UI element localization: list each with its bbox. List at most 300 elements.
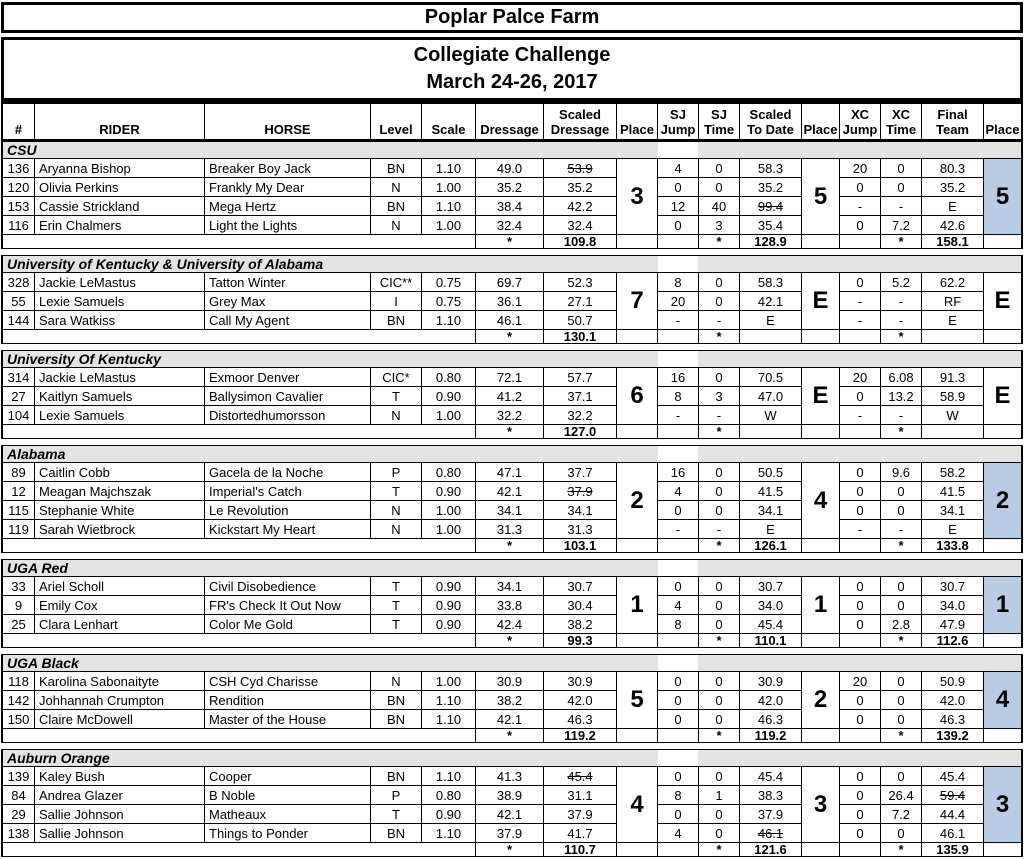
total-place-empty bbox=[984, 843, 1021, 856]
total-place-empty bbox=[802, 235, 839, 248]
cell-dressage: 42.1 bbox=[476, 710, 543, 728]
team-dressage-place: 5 bbox=[617, 672, 657, 728]
column-header-scaled-to-date bbox=[740, 104, 801, 139]
team-final-place: 1 bbox=[984, 577, 1021, 633]
total-scaled-to-date: 119.2 bbox=[740, 729, 801, 742]
cell-horse: Tatton Winter bbox=[205, 273, 370, 291]
cell-sj-jump: - bbox=[658, 311, 698, 329]
column-header-sj-time bbox=[699, 104, 739, 139]
cell-scale: 1.10 bbox=[422, 159, 475, 177]
cell-scaled-dressage: 37.1 bbox=[544, 387, 616, 405]
band-white-gap bbox=[658, 256, 698, 272]
cell-sj-time: 0 bbox=[699, 368, 739, 386]
band-white-gap bbox=[658, 142, 698, 158]
cell-final-team: E bbox=[922, 197, 983, 215]
column-header-text: To Date bbox=[747, 122, 794, 137]
cell-sj-time: 0 bbox=[699, 672, 739, 690]
cell-xc-time: 5.2 bbox=[881, 273, 921, 291]
total-star-xc: * bbox=[881, 729, 921, 742]
cell-rider: Meagan Majchszak bbox=[35, 482, 204, 500]
team-sj-place: 5 bbox=[802, 159, 839, 234]
column-header-text: Scaled bbox=[559, 107, 601, 122]
cell-scaled-to-date: 35.4 bbox=[740, 216, 801, 234]
total-xc-jump-empty bbox=[840, 729, 880, 742]
cell-level: T bbox=[371, 805, 421, 823]
cell-horse: Ballysimon Cavalier bbox=[205, 387, 370, 405]
cell-horse: Rendition bbox=[205, 691, 370, 709]
cell-rider: Kaley Bush bbox=[35, 767, 204, 785]
cell-scaled-to-date: 30.7 bbox=[740, 577, 801, 595]
column-header-text: Jump bbox=[842, 122, 878, 137]
cell-level: BN bbox=[371, 710, 421, 728]
cell-rider: Caitlin Cobb bbox=[35, 463, 204, 481]
cell-level: P bbox=[371, 463, 421, 481]
total-final-team: 135.9 bbox=[922, 843, 983, 856]
total-final-team bbox=[922, 425, 983, 438]
cell-scaled-dressage: 50.7 bbox=[544, 311, 616, 329]
cell-scaled-dressage: 53.9 bbox=[544, 159, 616, 177]
team-section bbox=[1, 141, 1023, 249]
team-dressage-place: 7 bbox=[617, 273, 657, 329]
cell-sj-time: 0 bbox=[699, 710, 739, 728]
cell-scaled-to-date: E bbox=[740, 311, 801, 329]
team-section bbox=[1, 654, 1023, 743]
cell-sj-time: 0 bbox=[699, 615, 739, 633]
cell-scale: 1.00 bbox=[422, 501, 475, 519]
total-sj-jump-empty bbox=[658, 425, 698, 438]
cell-xc-time: 7.2 bbox=[881, 216, 921, 234]
cell-level: BN bbox=[371, 824, 421, 842]
cell-scaled-to-date: 35.2 bbox=[740, 178, 801, 196]
cell-scaled-dressage: 35.2 bbox=[544, 178, 616, 196]
team-sj-place: 1 bbox=[802, 577, 839, 633]
cell-scaled-to-date: 50.5 bbox=[740, 463, 801, 481]
cell-level: T bbox=[371, 615, 421, 633]
total-star-dressage: * bbox=[476, 729, 543, 742]
total-place-empty bbox=[617, 330, 657, 343]
cell-final-team: 45.4 bbox=[922, 767, 983, 785]
total-row-empty bbox=[3, 634, 475, 647]
team-dressage-place: 6 bbox=[617, 368, 657, 424]
cell-xc-jump: - bbox=[840, 292, 880, 310]
cell-scaled-dressage: 27.1 bbox=[544, 292, 616, 310]
total-star-sj: * bbox=[699, 425, 739, 438]
cell-num: 118 bbox=[3, 672, 34, 690]
results-table bbox=[1, 141, 1023, 857]
total-place-empty bbox=[802, 539, 839, 552]
total-xc-jump-empty bbox=[840, 539, 880, 552]
cell-horse: Color Me Gold bbox=[205, 615, 370, 633]
cell-dressage: 72.1 bbox=[476, 368, 543, 386]
cell-level: T bbox=[371, 577, 421, 595]
farm-title bbox=[1, 2, 1023, 33]
cell-scaled-to-date: 45.4 bbox=[740, 767, 801, 785]
team-sj-place: 4 bbox=[802, 463, 839, 538]
cell-horse: B Noble bbox=[205, 786, 370, 804]
cell-level: BN bbox=[371, 311, 421, 329]
cell-scaled-dressage: 37.7 bbox=[544, 463, 616, 481]
event-name: Collegiate Challenge bbox=[413, 44, 611, 66]
total-final-team: 158.1 bbox=[922, 235, 983, 248]
cell-num: 136 bbox=[3, 159, 34, 177]
cell-xc-jump: 0 bbox=[840, 387, 880, 405]
cell-horse: Distortedhumorsson bbox=[205, 406, 370, 424]
total-scaled-dressage: 127.0 bbox=[544, 425, 616, 438]
cell-final-team: 44.4 bbox=[922, 805, 983, 823]
cell-horse: Gacela de la Noche bbox=[205, 463, 370, 481]
cell-dressage: 38.4 bbox=[476, 197, 543, 215]
cell-xc-time: 26.4 bbox=[881, 786, 921, 804]
column-header-text: XC bbox=[891, 107, 911, 122]
cell-scale: 0.90 bbox=[422, 596, 475, 614]
cell-xc-time: 0 bbox=[881, 159, 921, 177]
column-header-text: Jump bbox=[660, 122, 696, 137]
cell-scaled-dressage: 31.3 bbox=[544, 520, 616, 538]
band-white-gap bbox=[658, 750, 698, 766]
cell-scale: 1.10 bbox=[422, 311, 475, 329]
cell-num: 25 bbox=[3, 615, 34, 633]
cell-sj-jump: 0 bbox=[658, 767, 698, 785]
cell-level: N bbox=[371, 672, 421, 690]
cell-sj-time: 0 bbox=[699, 482, 739, 500]
cell-final-team: 62.2 bbox=[922, 273, 983, 291]
cell-rider: Sallie Johnson bbox=[35, 805, 204, 823]
cell-rider: Ariel Scholl bbox=[35, 577, 204, 595]
total-scaled-to-date: 126.1 bbox=[740, 539, 801, 552]
total-place-empty bbox=[984, 330, 1021, 343]
cell-horse: Le Revolution bbox=[205, 501, 370, 519]
cell-scale: 0.90 bbox=[422, 615, 475, 633]
cell-sj-jump: - bbox=[658, 406, 698, 424]
cell-num: 119 bbox=[3, 520, 34, 538]
cell-horse: Civil Disobedience bbox=[205, 577, 370, 595]
cell-scaled-dressage: 46.3 bbox=[544, 710, 616, 728]
cell-rider: Claire McDowell bbox=[35, 710, 204, 728]
cell-dressage: 49.0 bbox=[476, 159, 543, 177]
cell-final-team: W bbox=[922, 406, 983, 424]
cell-level: N bbox=[371, 520, 421, 538]
cell-scale: 0.80 bbox=[422, 463, 475, 481]
total-scaled-dressage: 119.2 bbox=[544, 729, 616, 742]
column-header-text: Dressage bbox=[480, 122, 539, 137]
cell-sj-jump: 0 bbox=[658, 501, 698, 519]
cell-scaled-to-date: 30.9 bbox=[740, 672, 801, 690]
cell-horse: Kickstart My Heart bbox=[205, 520, 370, 538]
cell-sj-time: 0 bbox=[699, 463, 739, 481]
cell-level: N bbox=[371, 406, 421, 424]
cell-sj-jump: 8 bbox=[658, 387, 698, 405]
cell-scaled-to-date: 46.1 bbox=[740, 824, 801, 842]
team-band bbox=[3, 655, 1021, 671]
cell-scaled-dressage: 38.2 bbox=[544, 615, 616, 633]
cell-xc-jump: 0 bbox=[840, 482, 880, 500]
cell-rider: Erin Chalmers bbox=[35, 216, 204, 234]
cell-scaled-to-date: 45.4 bbox=[740, 615, 801, 633]
column-header-level bbox=[371, 104, 421, 139]
cell-level: I bbox=[371, 292, 421, 310]
column-header-text: RIDER bbox=[99, 122, 140, 137]
cell-rider: Aryanna Bishop bbox=[35, 159, 204, 177]
cell-dressage: 34.1 bbox=[476, 577, 543, 595]
cell-sj-time: 3 bbox=[699, 216, 739, 234]
cell-num: 139 bbox=[3, 767, 34, 785]
total-place-empty bbox=[617, 539, 657, 552]
total-star-xc: * bbox=[881, 235, 921, 248]
cell-level: CIC* bbox=[371, 368, 421, 386]
cell-num: 104 bbox=[3, 406, 34, 424]
cell-rider: Stephanie White bbox=[35, 501, 204, 519]
cell-scaled-dressage: 42.2 bbox=[544, 197, 616, 215]
cell-scale: 0.75 bbox=[422, 273, 475, 291]
total-star-xc: * bbox=[881, 634, 921, 647]
cell-sj-jump: 0 bbox=[658, 672, 698, 690]
cell-sj-jump: 12 bbox=[658, 197, 698, 215]
total-place-empty bbox=[984, 539, 1021, 552]
cell-final-team: E bbox=[922, 520, 983, 538]
cell-horse: Mega Hertz bbox=[205, 197, 370, 215]
cell-sj-time: 0 bbox=[699, 577, 739, 595]
team-band bbox=[3, 750, 1021, 766]
cell-final-team: 42.0 bbox=[922, 691, 983, 709]
column-header-horse bbox=[205, 104, 370, 139]
cell-xc-time: 0 bbox=[881, 710, 921, 728]
total-xc-jump-empty bbox=[840, 330, 880, 343]
cell-xc-jump: 0 bbox=[840, 786, 880, 804]
cell-final-team: 46.1 bbox=[922, 824, 983, 842]
cell-sj-time: 0 bbox=[699, 501, 739, 519]
total-xc-jump-empty bbox=[840, 425, 880, 438]
total-xc-jump-empty bbox=[840, 634, 880, 647]
team-final-place: 4 bbox=[984, 672, 1021, 728]
cell-scale: 1.10 bbox=[422, 767, 475, 785]
cell-xc-jump: 20 bbox=[840, 672, 880, 690]
cell-dressage: 42.4 bbox=[476, 615, 543, 633]
column-header-place-sj bbox=[802, 104, 839, 139]
column-header-xc-time bbox=[881, 104, 921, 139]
total-final-team: 133.8 bbox=[922, 539, 983, 552]
total-row-empty bbox=[3, 539, 475, 552]
cell-dressage: 38.2 bbox=[476, 691, 543, 709]
cell-final-team: 30.7 bbox=[922, 577, 983, 595]
cell-rider: Lexie Samuels bbox=[35, 406, 204, 424]
cell-xc-jump: - bbox=[840, 520, 880, 538]
cell-final-team: 46.3 bbox=[922, 710, 983, 728]
cell-num: 27 bbox=[3, 387, 34, 405]
column-header-text: Time bbox=[703, 122, 735, 137]
cell-sj-time: 0 bbox=[699, 824, 739, 842]
total-place-empty bbox=[984, 729, 1021, 742]
cell-scale: 1.00 bbox=[422, 406, 475, 424]
total-sj-jump-empty bbox=[658, 634, 698, 647]
cell-level: T bbox=[371, 482, 421, 500]
cell-num: 138 bbox=[3, 824, 34, 842]
cell-xc-jump: 0 bbox=[840, 805, 880, 823]
cell-scaled-dressage: 31.1 bbox=[544, 786, 616, 804]
cell-dressage: 46.1 bbox=[476, 311, 543, 329]
cell-sj-jump: 20 bbox=[658, 292, 698, 310]
total-scaled-dressage: 110.7 bbox=[544, 843, 616, 856]
total-star-xc: * bbox=[881, 330, 921, 343]
event-title bbox=[1, 37, 1023, 101]
cell-final-team: 41.5 bbox=[922, 482, 983, 500]
team-final-place: 3 bbox=[984, 767, 1021, 842]
cell-scaled-dressage: 32.2 bbox=[544, 406, 616, 424]
cell-final-team: 34.1 bbox=[922, 501, 983, 519]
cell-final-team: 35.2 bbox=[922, 178, 983, 196]
cell-scaled-to-date: 99.4 bbox=[740, 197, 801, 215]
column-header-text: XC bbox=[850, 107, 870, 122]
cell-scale: 1.10 bbox=[422, 710, 475, 728]
team-section bbox=[1, 559, 1023, 648]
total-place-empty bbox=[617, 425, 657, 438]
cell-sj-time: 0 bbox=[699, 596, 739, 614]
total-star-dressage: * bbox=[476, 539, 543, 552]
total-scaled-to-date bbox=[740, 330, 801, 343]
cell-scale: 0.90 bbox=[422, 805, 475, 823]
total-star-sj: * bbox=[699, 843, 739, 856]
cell-rider: Sara Watkiss bbox=[35, 311, 204, 329]
team-name: University of Kentucky & University of Alabama bbox=[7, 256, 324, 272]
cell-horse: Cooper bbox=[205, 767, 370, 785]
cell-xc-jump: 20 bbox=[840, 368, 880, 386]
team-sj-place: 2 bbox=[802, 672, 839, 728]
team-name: Auburn Orange bbox=[7, 750, 110, 766]
cell-xc-jump: 0 bbox=[840, 501, 880, 519]
team-band bbox=[3, 256, 1021, 272]
cell-sj-time: 40 bbox=[699, 197, 739, 215]
cell-scaled-dressage: 57.7 bbox=[544, 368, 616, 386]
cell-horse: Things to Ponder bbox=[205, 824, 370, 842]
team-name: Alabama bbox=[7, 446, 66, 462]
cell-xc-time: 0 bbox=[881, 178, 921, 196]
team-dressage-place: 1 bbox=[617, 577, 657, 633]
cell-xc-time: - bbox=[881, 197, 921, 215]
cell-scaled-to-date: 58.3 bbox=[740, 159, 801, 177]
total-scaled-to-date: 121.6 bbox=[740, 843, 801, 856]
cell-scale: 1.00 bbox=[422, 216, 475, 234]
cell-sj-jump: 0 bbox=[658, 216, 698, 234]
cell-sj-time: 0 bbox=[699, 805, 739, 823]
cell-dressage: 35.2 bbox=[476, 178, 543, 196]
cell-dressage: 41.3 bbox=[476, 767, 543, 785]
total-place-empty bbox=[984, 634, 1021, 647]
cell-rider: Clara Lenhart bbox=[35, 615, 204, 633]
team-final-place: E bbox=[984, 368, 1021, 424]
cell-dressage: 42.1 bbox=[476, 482, 543, 500]
column-header-text: Final bbox=[937, 107, 968, 122]
cell-rider: Sarah Wietbrock bbox=[35, 520, 204, 538]
cell-num: 55 bbox=[3, 292, 34, 310]
cell-sj-jump: 4 bbox=[658, 824, 698, 842]
column-header-text: # bbox=[14, 122, 23, 137]
cell-scaled-to-date: 47.0 bbox=[740, 387, 801, 405]
cell-xc-jump: 0 bbox=[840, 691, 880, 709]
cell-scaled-dressage: 45.4 bbox=[544, 767, 616, 785]
cell-xc-jump: 0 bbox=[840, 463, 880, 481]
cell-scaled-to-date: 41.5 bbox=[740, 482, 801, 500]
cell-num: 328 bbox=[3, 273, 34, 291]
cell-horse: Matheaux bbox=[205, 805, 370, 823]
total-star-sj: * bbox=[699, 634, 739, 647]
cell-num: 89 bbox=[3, 463, 34, 481]
total-star-sj: * bbox=[699, 235, 739, 248]
team-dressage-place: 3 bbox=[617, 159, 657, 234]
total-star-dressage: * bbox=[476, 425, 543, 438]
cell-sj-time: 0 bbox=[699, 273, 739, 291]
cell-rider: Jackie LeMastus bbox=[35, 273, 204, 291]
cell-horse: Grey Max bbox=[205, 292, 370, 310]
cell-scaled-to-date: 42.0 bbox=[740, 691, 801, 709]
total-place-empty bbox=[617, 235, 657, 248]
team-sj-place: E bbox=[802, 368, 839, 424]
cell-sj-time: 1 bbox=[699, 786, 739, 804]
cell-num: 150 bbox=[3, 710, 34, 728]
cell-horse: Call My Agent bbox=[205, 311, 370, 329]
cell-scale: 0.90 bbox=[422, 577, 475, 595]
column-header-text: Place bbox=[803, 122, 838, 137]
team-section bbox=[1, 255, 1023, 344]
team-dressage-place: 4 bbox=[617, 767, 657, 842]
cell-xc-jump: 0 bbox=[840, 216, 880, 234]
cell-scaled-dressage: 30.7 bbox=[544, 577, 616, 595]
team-name: University Of Kentucky bbox=[7, 351, 162, 367]
cell-xc-time: 0 bbox=[881, 596, 921, 614]
band-white-gap bbox=[658, 655, 698, 671]
cell-final-team: 34.0 bbox=[922, 596, 983, 614]
cell-xc-time: 9.6 bbox=[881, 463, 921, 481]
cell-level: BN bbox=[371, 159, 421, 177]
cell-final-team: 47.9 bbox=[922, 615, 983, 633]
total-scaled-dressage: 103.1 bbox=[544, 539, 616, 552]
band-white-gap bbox=[658, 446, 698, 462]
cell-sj-time: 0 bbox=[699, 691, 739, 709]
cell-rider: Johhannah Crumpton bbox=[35, 691, 204, 709]
cell-scaled-dressage: 41.7 bbox=[544, 824, 616, 842]
cell-sj-jump: 8 bbox=[658, 273, 698, 291]
cell-final-team: 58.2 bbox=[922, 463, 983, 481]
total-xc-jump-empty bbox=[840, 843, 880, 856]
cell-final-team: 58.9 bbox=[922, 387, 983, 405]
cell-xc-jump: 20 bbox=[840, 159, 880, 177]
cell-scaled-dressage: 52.3 bbox=[544, 273, 616, 291]
cell-num: 84 bbox=[3, 786, 34, 804]
total-place-empty bbox=[802, 843, 839, 856]
cell-final-team: E bbox=[922, 311, 983, 329]
results-sheet bbox=[1, 2, 1023, 857]
team-section bbox=[1, 749, 1023, 857]
cell-scaled-to-date: E bbox=[740, 520, 801, 538]
cell-rider: Olivia Perkins bbox=[35, 178, 204, 196]
cell-num: 115 bbox=[3, 501, 34, 519]
cell-horse: Frankly My Dear bbox=[205, 178, 370, 196]
total-star-dressage: * bbox=[476, 843, 543, 856]
total-star-sj: * bbox=[699, 539, 739, 552]
cell-num: 314 bbox=[3, 368, 34, 386]
team-final-place: 5 bbox=[984, 159, 1021, 234]
cell-level: N bbox=[371, 216, 421, 234]
total-star-sj: * bbox=[699, 729, 739, 742]
cell-final-team: 59.4 bbox=[922, 786, 983, 804]
cell-dressage: 33.8 bbox=[476, 596, 543, 614]
cell-scaled-dressage: 37.9 bbox=[544, 482, 616, 500]
cell-dressage: 38.9 bbox=[476, 786, 543, 804]
cell-scale: 0.90 bbox=[422, 387, 475, 405]
cell-xc-jump: 0 bbox=[840, 577, 880, 595]
cell-num: 144 bbox=[3, 311, 34, 329]
band-white-gap bbox=[658, 351, 698, 367]
cell-dressage: 34.1 bbox=[476, 501, 543, 519]
total-star-dressage: * bbox=[476, 235, 543, 248]
